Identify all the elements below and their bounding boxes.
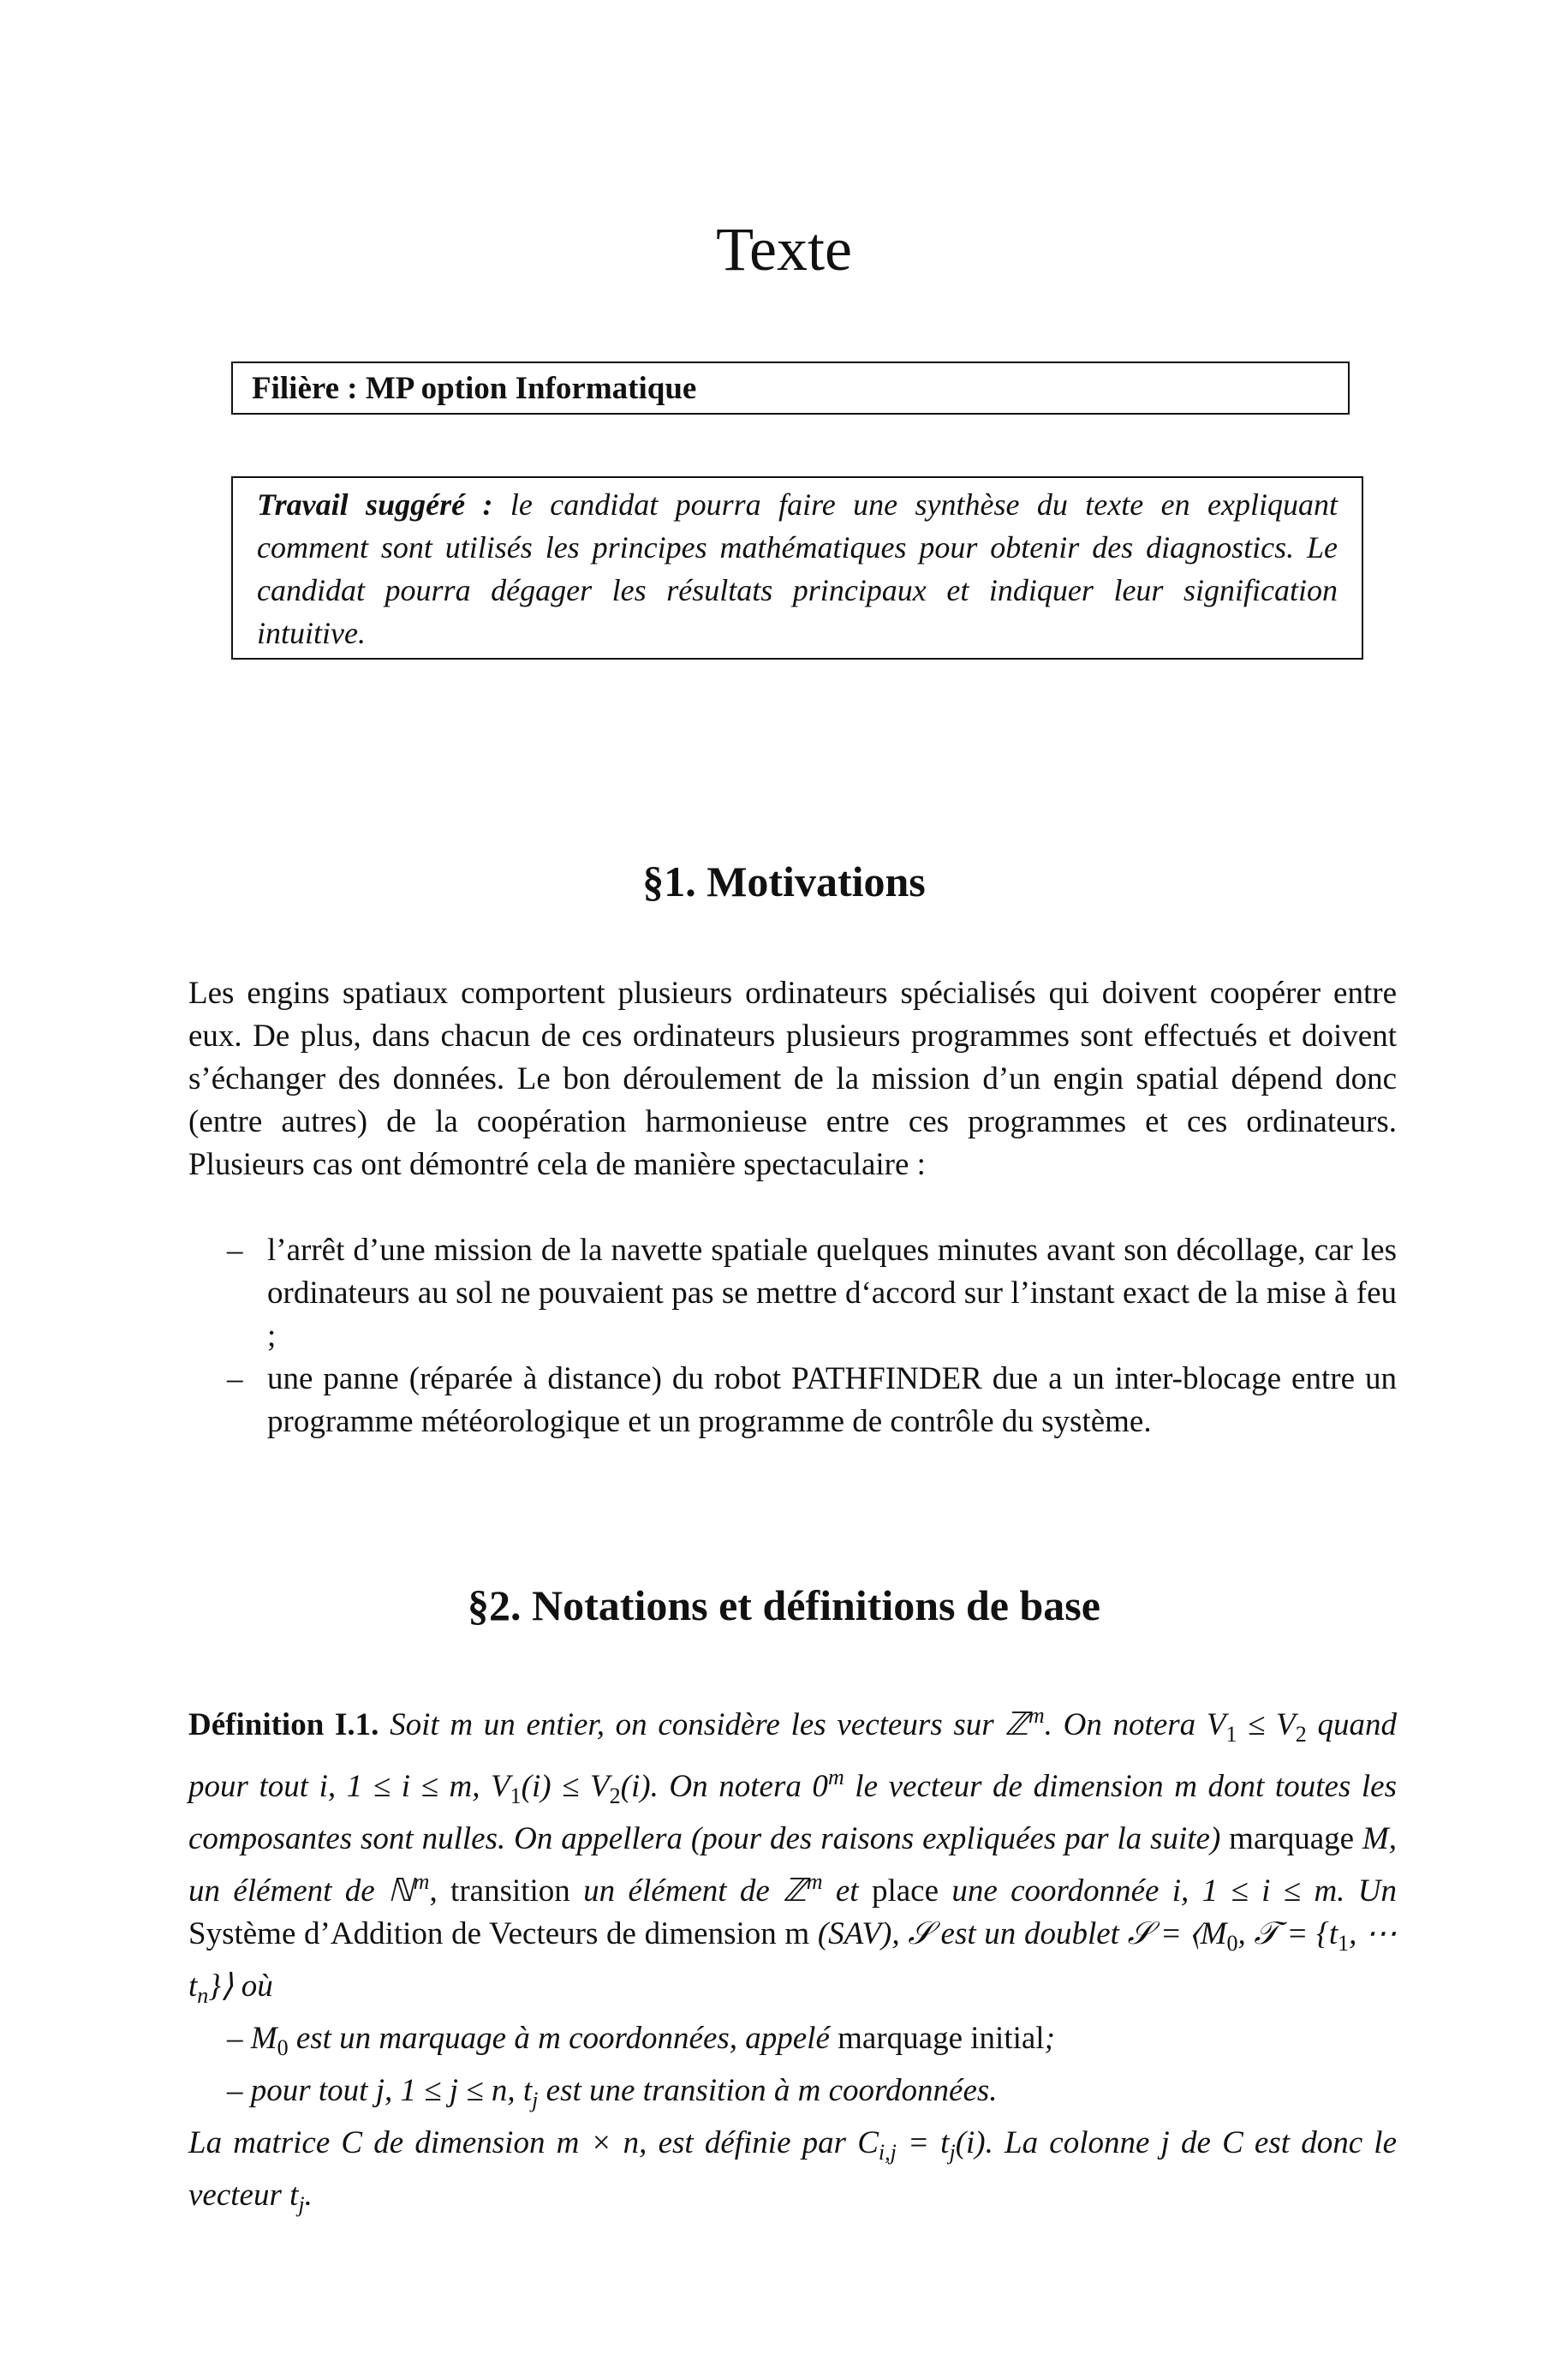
def-text: La matrice C de dimension m × n, est définie par C bbox=[188, 2125, 879, 2160]
def-text: un élément de ℤ bbox=[569, 1873, 807, 1909]
def-text: , bbox=[429, 1873, 438, 1909]
def-text: le vecteur de dimension m dont toutes les composantes sont nulles. On appellera (pour des raisons expliquées par la suite) bbox=[188, 1769, 1397, 1856]
term-marquage: marquage bbox=[1229, 1821, 1355, 1856]
definition-conclusion bbox=[188, 2122, 1397, 2226]
list-item: – une panne (réparée à distance) du robot PATHFINDER due a un inter-blocage entre un programme météorologique et un programme de contrôle du système. bbox=[188, 1358, 1397, 1443]
def-text: . On notera V bbox=[1044, 1707, 1226, 1742]
definition-block bbox=[188, 1694, 1397, 2226]
def-text: ; bbox=[1044, 2021, 1055, 2056]
def-sub: j bbox=[949, 2140, 956, 2165]
def-text: ≤ V bbox=[1237, 1707, 1296, 1742]
def-text: Un bbox=[1357, 1873, 1398, 1909]
filiere-box: Filière : MP option Informatique bbox=[231, 361, 1350, 415]
def-sup: m bbox=[827, 1765, 844, 1789]
term-place: place bbox=[871, 1873, 939, 1909]
travail-text: le candidat pourra faire une synthèse du texte en expliquant comment sont utilisés les principes mathématiques pour obtenir des diagnostics. Le candidat pourra dégager les résultats principaux et indiquer leur signification intuitive. bbox=[257, 487, 1338, 650]
def-text: (i) ≤ V bbox=[521, 1769, 610, 1804]
def-sub: 2 bbox=[1295, 1722, 1307, 1747]
def-sub: 1 bbox=[1225, 1722, 1237, 1747]
term-transition: transition bbox=[450, 1873, 570, 1909]
definition-body bbox=[188, 1694, 1397, 2017]
section2-heading: §2. Notations et définitions de base bbox=[468, 1581, 1100, 1629]
def-text: une coordonnée i, 1 ≤ i ≤ m. bbox=[939, 1873, 1345, 1909]
def-sub: 2 bbox=[609, 1784, 621, 1808]
def-text: , ⋯ t bbox=[188, 1916, 1398, 2004]
def-text: est un marquage à m coordonnées, appelé bbox=[288, 2021, 830, 2056]
def-text: , 𝒯 = {t bbox=[1237, 1916, 1338, 1951]
def-sub: 0 bbox=[1226, 1931, 1238, 1956]
def-text: est une transition à m coordonnées. bbox=[538, 2073, 998, 2108]
def-sub: 0 bbox=[277, 2035, 289, 2060]
page-title: Texte bbox=[716, 215, 852, 284]
def-text: quand pour tout i, 1 ≤ i ≤ m, V bbox=[188, 1707, 1398, 1804]
travail-label: Travail suggéré : bbox=[257, 487, 493, 522]
definition-item: – $M_0$ est un marquage à m coordonnées, appelé marquage initial; bbox=[227, 2021, 1055, 2060]
definition-label: Définition I.1. bbox=[188, 1707, 379, 1742]
section1-paragraph: Les engins spatiaux comportent plusieurs ordinateurs spécialisés qui doivent coopérer entre eux. De plus, dans chacun de ces ordinateurs plusieurs programmes sont effectués et doivent s’échanger des données. Le bon déroulement de la mission d’un engin spatial dépend donc (entre autres) de la coopération harmonieuse entre ces programmes et ces ordinateurs. Plusieurs cas ont démontré cela de manière spectaculaire : bbox=[188, 976, 1397, 1182]
def-text: M, un élément de ℕ bbox=[188, 1821, 1398, 1909]
def-sup: m bbox=[1028, 1703, 1045, 1728]
travail-suggere-box bbox=[231, 476, 1363, 660]
def-sub: 1 bbox=[1338, 1931, 1350, 1956]
section1-heading: §1. Motivations bbox=[642, 857, 926, 905]
def-text: (i). La colonne j de C est donc le vecteur t bbox=[188, 2125, 1397, 2213]
def-text: = t bbox=[896, 2125, 950, 2160]
def-text: et bbox=[822, 1873, 859, 1909]
list-item: – l’arrêt d’une mission de la navette spatiale quelques minutes avant son décollage, car les ordinateurs au sol ne pouvaient pas se mettre d‘accord sur l’instant exact de la mise à feu ; bbox=[188, 1229, 1397, 1358]
def-text: . bbox=[304, 2178, 313, 2213]
def-text: pour tout j, 1 ≤ j ≤ n, t bbox=[250, 2073, 533, 2108]
def-sub: j bbox=[298, 2192, 305, 2217]
term-marquage-initial: marquage initial bbox=[838, 2021, 1045, 2056]
def-text: M bbox=[250, 2021, 277, 2056]
def-text: Soit m un entier, on considère les vecteurs sur ℤ bbox=[390, 1707, 1028, 1742]
def-sub: 1 bbox=[510, 1784, 522, 1808]
def-text: (SAV), 𝒮 est un doublet 𝒮 = ⟨M bbox=[809, 1916, 1227, 1951]
section1-list bbox=[188, 1229, 1397, 1443]
def-sup: m bbox=[413, 1869, 430, 1894]
def-sub: i,j bbox=[878, 2140, 897, 2165]
def-sup: m bbox=[806, 1869, 823, 1894]
def-sub: n bbox=[197, 1983, 209, 2008]
term-sav: Système d’Addition de Vecteurs de dimension m bbox=[188, 1916, 810, 1951]
definition-item: – pour tout j, 1 ≤ j ≤ n, $t_j$ est une transition à m coordonnées. bbox=[227, 2073, 998, 2112]
def-text: }⟩ où bbox=[208, 1969, 273, 2004]
def-text: (i). On notera 0 bbox=[620, 1769, 828, 1804]
def-sub: j bbox=[532, 2088, 539, 2112]
